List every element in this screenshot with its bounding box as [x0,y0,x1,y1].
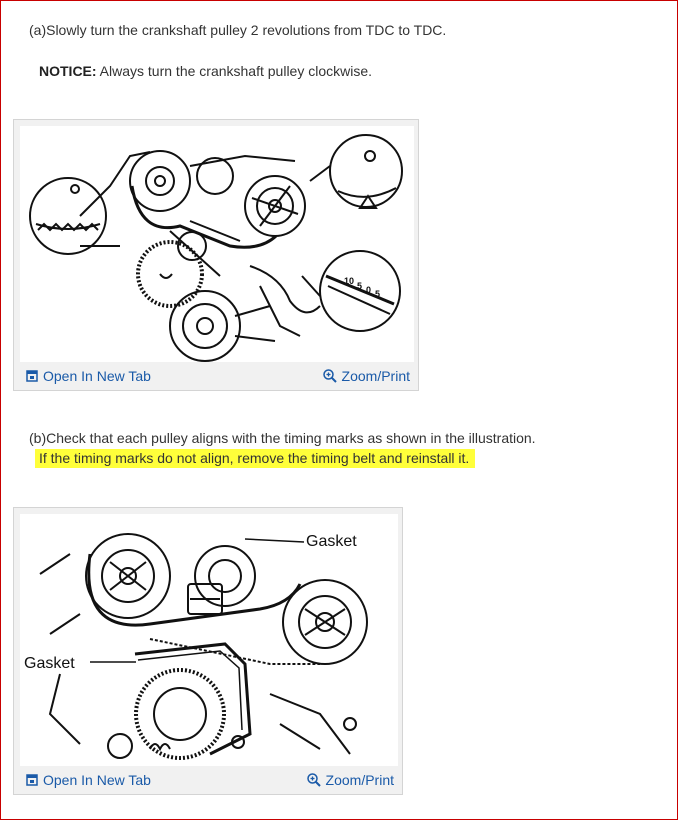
gasket-label-left: Gasket [24,655,75,672]
figure-toolbar-2 [14,766,402,794]
magnifier-plus-icon [323,369,337,383]
scale-label-5b: 5 [375,289,381,299]
illustration-gaskets[interactable] [20,514,398,766]
figure-crankshaft-pulley [13,119,419,391]
zoom-print-link[interactable] [323,368,410,384]
open-in-new-tab-icon [26,370,38,382]
open-in-new-tab-label: Open In New Tab [43,368,151,384]
engine-diagram-1 [20,126,414,362]
open-in-new-tab-link-2[interactable] [26,772,151,788]
scale-label-0: 0 [366,285,372,295]
engine-diagram-2 [20,514,398,766]
notice-text: Always turn the crankshaft pulley clockwise. [96,63,373,79]
zoom-print-link-2[interactable] [307,772,394,788]
zoom-print-label: Zoom/Print [341,368,410,384]
notice-line [39,63,372,79]
figure-toolbar [14,362,418,390]
step-a-instruction: (a)Slowly turn the crankshaft pulley 2 revolutions from TDC to TDC. [29,22,447,38]
illustration-timing-belt-pulleys[interactable] [20,126,414,362]
scale-label-5a: 5 [357,281,363,291]
open-in-new-tab-link[interactable] [26,368,151,384]
gasket-label-top: Gasket [306,533,357,550]
open-in-new-tab-icon [26,774,38,786]
magnifier-plus-icon [307,773,321,787]
step-b-instruction: (b)Check that each pulley aligns with the timing marks as shown in the illustration. [29,430,536,446]
zoom-print-label-2: Zoom/Print [325,772,394,788]
highlighted-warning: If the timing marks do not align, remove the timing belt and reinstall it. [35,449,475,468]
notice-label: NOTICE: [39,63,97,79]
figure-gasket-illustration [13,507,403,795]
scale-label-10: 10 [344,276,355,286]
open-in-new-tab-label-2: Open In New Tab [43,772,151,788]
